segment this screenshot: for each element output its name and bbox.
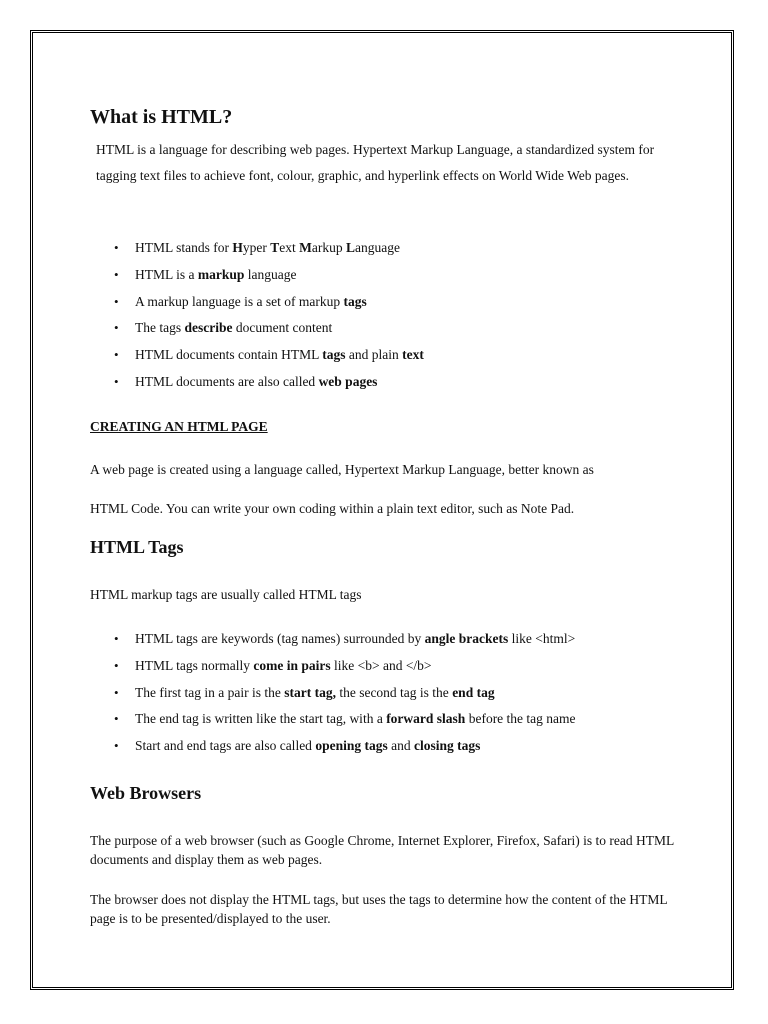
bold-term: web pages (318, 373, 378, 389)
bold-term: angle brackets (424, 631, 509, 646)
bold-term: tags (343, 293, 367, 309)
text-segment: HTML tags normally (135, 657, 254, 673)
html-tags-bullet-list (90, 630, 690, 764)
bullet-item (90, 266, 690, 293)
text-segment: yper (242, 240, 271, 255)
web-browsers-paragraph-1: The purpose of a web browser (such as Google Chrome, Internet Explorer, Firefox, Safari) is to read HTML documents and display them as web pages. (90, 833, 674, 867)
bullet-item (90, 737, 690, 764)
heading-creating-html-page: CREATING AN HTML PAGE (90, 419, 268, 434)
bold-term: markup (197, 266, 245, 282)
text-segment: The tags (135, 320, 185, 336)
bold-term: opening tags (315, 738, 388, 754)
bold-term: T (270, 240, 280, 255)
what-is-html-bullet-list (90, 239, 690, 400)
text-segment: and (387, 738, 414, 754)
bullet-item (90, 373, 690, 400)
bold-term: start tag, (284, 684, 336, 700)
bold-term: tags (322, 347, 346, 363)
bullet-item (90, 684, 690, 711)
bullet-item (90, 657, 690, 684)
intro-paragraph: HTML is a language for describing web pages. Hypertext Markup Language, a standardized system for tagging text files to achieve font, colour, graphic, and hyperlink effects on World Wide Web pages. (96, 142, 655, 183)
text-segment: A markup language is a set of markup (135, 293, 344, 309)
text-segment: HTML tags are keywords (tag names) surrounded by (135, 631, 425, 646)
text-segment: the second tag is the (335, 684, 453, 700)
text-segment: like <html> (508, 631, 576, 646)
bold-term: end tag (452, 684, 495, 700)
bullet-item (90, 630, 690, 657)
text-segment: HTML stands for (135, 240, 233, 255)
bullet-item (90, 319, 690, 346)
text-segment: anguage (355, 240, 401, 255)
bold-term: describe (184, 320, 233, 336)
bold-term: text (402, 347, 424, 363)
text-segment: document content (232, 320, 333, 336)
heading-what-is-html: What is HTML? (90, 106, 233, 128)
text-segment: language (244, 266, 297, 282)
text-segment: HTML documents are also called (135, 373, 319, 389)
text-segment: The end tag is written like the start tag, with a (135, 711, 387, 727)
text-segment: The first tag in a pair is the (135, 684, 285, 700)
text-segment: HTML is a (135, 266, 198, 282)
text-segment: and plain (345, 347, 403, 363)
heading-web-browsers: Web Browsers (90, 783, 202, 803)
bold-term: forward slash (386, 711, 466, 727)
bold-term: come in pairs (253, 657, 331, 673)
bullet-item (90, 710, 690, 737)
bold-term: H (232, 240, 243, 255)
text-segment: like <b> and </b> (330, 657, 432, 673)
creating-line-2: HTML Code. You can write your own coding within a plain text editor, such as Note Pad. (90, 501, 575, 516)
text-segment: arkup (311, 240, 347, 255)
html-tags-intro: HTML markup tags are usually called HTML tags (90, 587, 362, 602)
bullet-item (90, 293, 690, 320)
creating-line-1: A web page is created using a language called, Hypertext Markup Language, better known as (90, 462, 594, 477)
text-segment: ext (279, 240, 300, 255)
bullet-item (90, 239, 690, 266)
text-segment: Start and end tags are also called (135, 738, 316, 754)
bold-term: L (346, 240, 356, 255)
bullet-item (90, 346, 690, 373)
text-segment: HTML documents contain HTML (135, 347, 323, 363)
text-segment: before the tag name (465, 711, 576, 727)
bold-term: closing tags (413, 738, 481, 754)
web-browsers-paragraph-2: The browser does not display the HTML tags, but uses the tags to determine how the content of the HTML page is to be presented/displayed to the user. (90, 892, 668, 926)
bold-term: M (299, 240, 312, 255)
heading-html-tags: HTML Tags (90, 537, 184, 557)
